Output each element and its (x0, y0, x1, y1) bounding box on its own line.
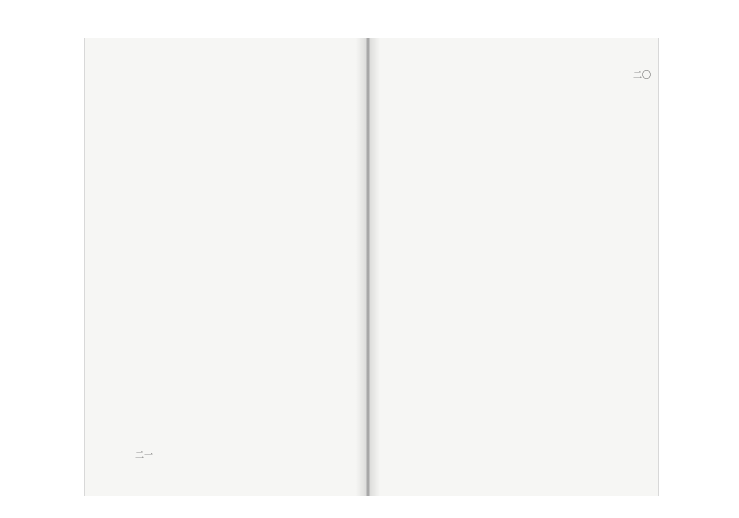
text-column (207, 86, 220, 456)
text-column (389, 86, 402, 456)
text-column (529, 86, 542, 456)
text-column (246, 86, 259, 456)
text-column (334, 86, 347, 456)
text-column (402, 86, 415, 456)
text-column (119, 86, 132, 456)
text-column (157, 86, 170, 456)
text-column (579, 86, 592, 456)
left-page-text-block (115, 86, 347, 456)
text-column (284, 86, 297, 456)
left-page-number: 二一 (135, 451, 154, 461)
right-page (368, 38, 659, 496)
text-column (296, 86, 309, 456)
text-column (414, 86, 427, 456)
text-column (605, 86, 618, 456)
text-column (309, 86, 322, 456)
text-column (427, 86, 440, 456)
text-column (220, 86, 233, 456)
text-column (490, 86, 503, 456)
text-column (541, 86, 554, 456)
text-column (271, 86, 284, 456)
right-page-number: 二〇 (633, 71, 652, 81)
text-column (233, 86, 246, 456)
text-column (322, 86, 335, 456)
text-column (478, 86, 491, 456)
text-column (440, 86, 453, 456)
text-column (258, 86, 271, 456)
text-column (169, 86, 182, 456)
gutter-shadow-left (356, 38, 366, 496)
text-column (195, 86, 208, 456)
text-column (144, 86, 157, 456)
text-column (182, 86, 195, 456)
text-column (592, 86, 605, 456)
text-column (503, 86, 516, 456)
text-column (452, 86, 465, 456)
text-column (617, 86, 630, 456)
right-page-text-block (380, 86, 630, 456)
text-column (567, 86, 580, 456)
text-column (516, 86, 529, 456)
text-column (465, 86, 478, 456)
text-column (554, 86, 567, 456)
left-page (84, 38, 369, 496)
gutter-shadow-right (370, 38, 380, 496)
text-column (131, 86, 144, 456)
